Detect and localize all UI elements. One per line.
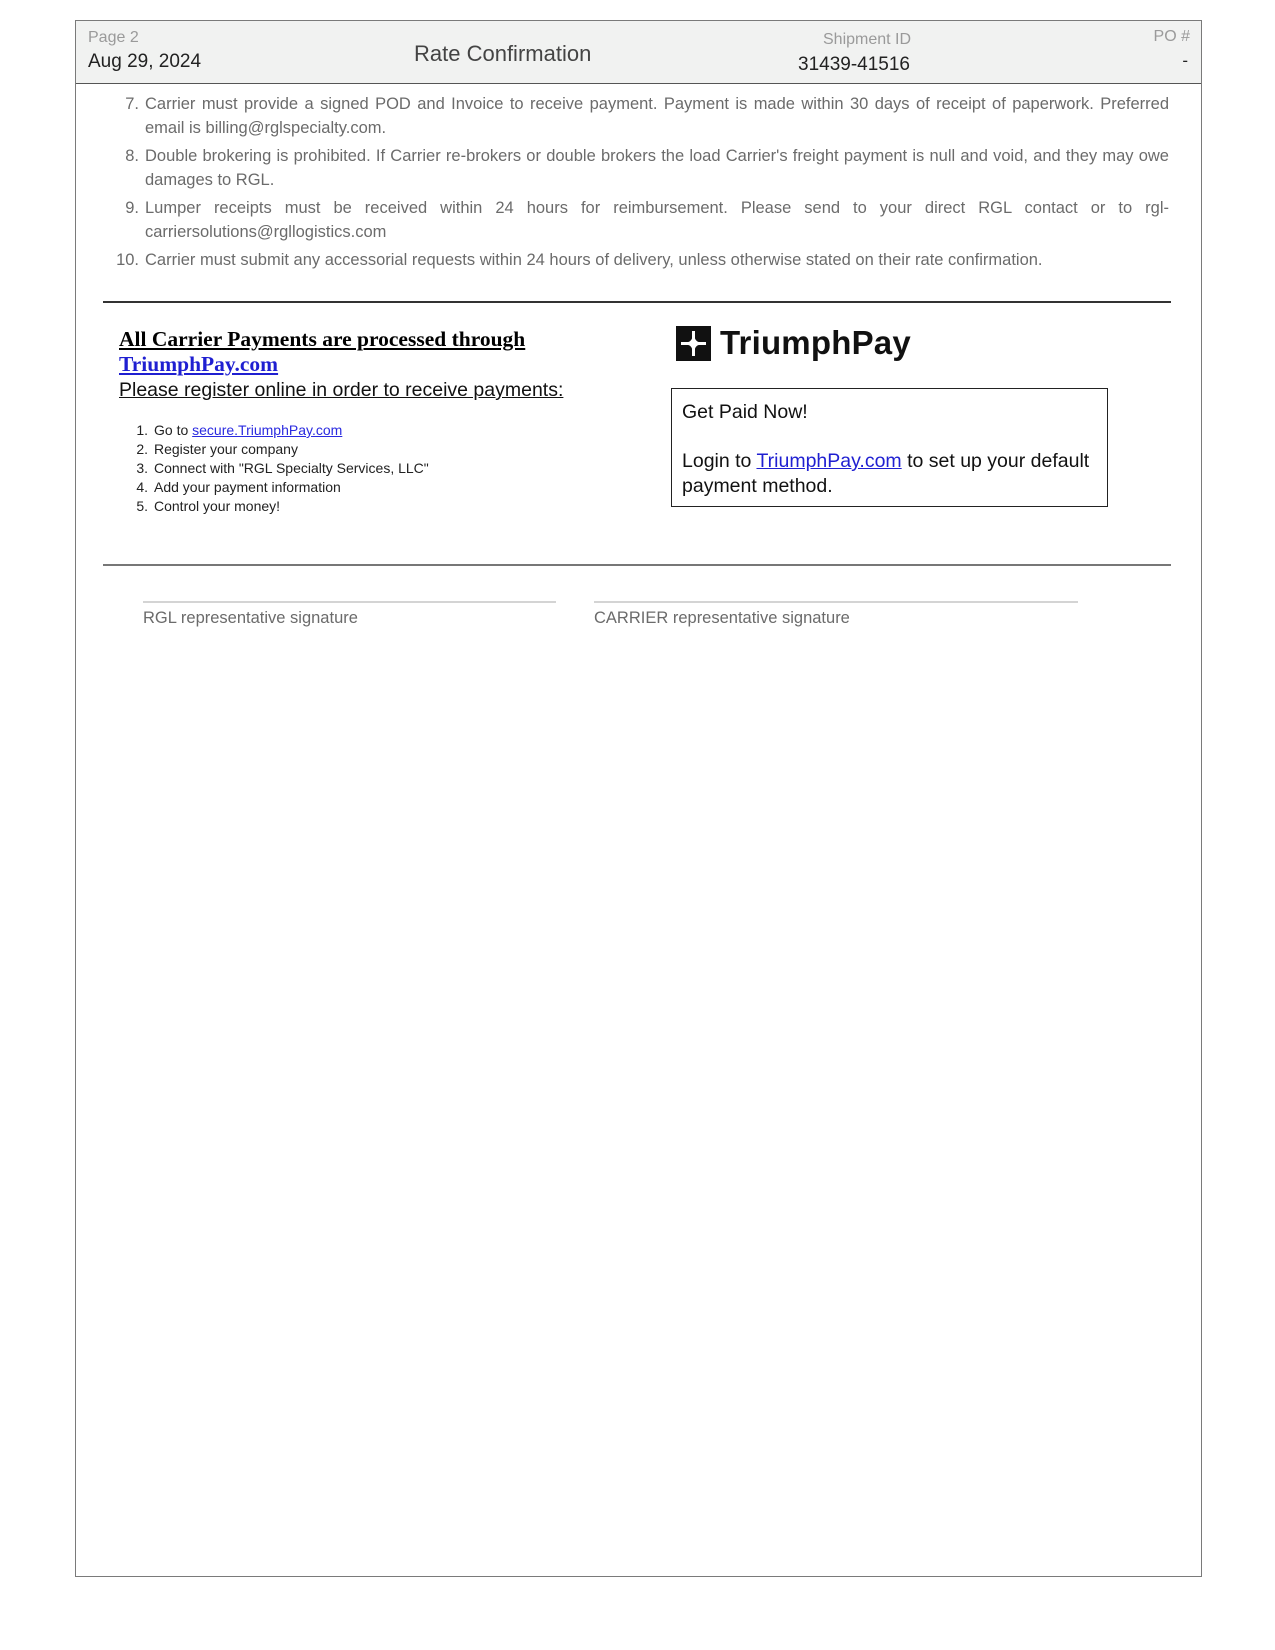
get-paid-box: [671, 388, 1108, 507]
carrier-signature-line: [594, 601, 1078, 603]
carrier-signature-label: CARRIER representative signature: [594, 609, 850, 627]
term-number: 10.: [116, 251, 139, 269]
term-number: 8.: [125, 147, 139, 165]
step-item: [134, 478, 429, 497]
step-number: 1.: [136, 422, 148, 438]
shipment-id-value: 31439-41516: [798, 54, 910, 75]
term-item: [106, 93, 1169, 140]
step-text: Control your money!: [154, 498, 281, 514]
document-date: Aug 29, 2024: [88, 51, 202, 72]
page-number: Page 2: [88, 29, 139, 46]
term-item: [106, 249, 1169, 273]
section-divider: [103, 564, 1171, 566]
triumphpay-heading-link[interactable]: TriumphPay.com: [119, 352, 279, 376]
rgl-signature-line: [143, 601, 556, 603]
step-number: 5.: [136, 498, 148, 514]
payments-heading-text: All Carrier Payments are processed through: [119, 327, 526, 351]
step-number: 4.: [136, 479, 148, 495]
term-text: Carrier must submit any accessorial requests within 24 hours of delivery, unless otherwise stated on their rate confirmation.: [145, 251, 1043, 269]
document-header: [76, 21, 1201, 84]
get-paid-title: Get Paid Now!: [682, 401, 808, 423]
step-item: [134, 459, 429, 478]
step-item: [134, 497, 429, 516]
registration-steps: [134, 421, 429, 516]
step-item: [134, 440, 429, 459]
step-text: Go to: [154, 422, 193, 438]
payments-heading: [119, 327, 599, 377]
get-paid-text-pre: Login to: [682, 450, 757, 472]
triumphpay-logo: [676, 323, 911, 363]
po-value: -: [1182, 51, 1188, 70]
triumphpay-login-link[interactable]: TriumphPay.com: [756, 450, 902, 472]
term-text: Lumper receipts must be received within 24 hours for reimbursement. Please send to your direct RGL contact or to rgl-carriersolutions@rgllogistics.com: [145, 199, 1169, 241]
term-number: 7.: [125, 95, 139, 113]
payments-subheading: Please register online in order to receive payments:: [119, 379, 564, 401]
get-paid-text-post: to set up your default payment method.: [682, 450, 1090, 497]
step-text: Register your company: [154, 441, 298, 457]
step-text: Connect with "RGL Specialty Services, LLC": [154, 460, 429, 476]
term-item: [106, 197, 1169, 244]
section-divider: [103, 301, 1171, 303]
shipment-id-label: Shipment ID: [823, 31, 912, 48]
rgl-signature-label: RGL representative signature: [143, 609, 358, 627]
step-item: [134, 421, 429, 440]
triumphpay-logo-text: TriumphPay: [720, 324, 911, 361]
term-number: 9.: [125, 199, 139, 217]
term-text: Carrier must provide a signed POD and Invoice to receive payment. Payment is made within 30 days of receipt of paperwork. Preferred email is billing@rglspecialty.com.: [145, 95, 1169, 137]
document-page: [75, 20, 1202, 1577]
secure-triumphpay-link[interactable]: secure.TriumphPay.com: [192, 422, 343, 438]
step-number: 2.: [136, 441, 148, 457]
triumphpay-mark-icon: [676, 326, 711, 361]
term-text: Double brokering is prohibited. If Carrier re-brokers or double brokers the load Carrier's freight payment is null and void, and they may owe damages to RGL.: [145, 147, 1169, 189]
po-label: PO #: [1153, 28, 1190, 45]
document-title: Rate Confirmation: [414, 41, 592, 66]
term-item: [106, 145, 1169, 192]
terms-list: [106, 93, 1169, 278]
step-text: Add your payment information: [154, 479, 341, 495]
step-number: 3.: [136, 460, 148, 476]
